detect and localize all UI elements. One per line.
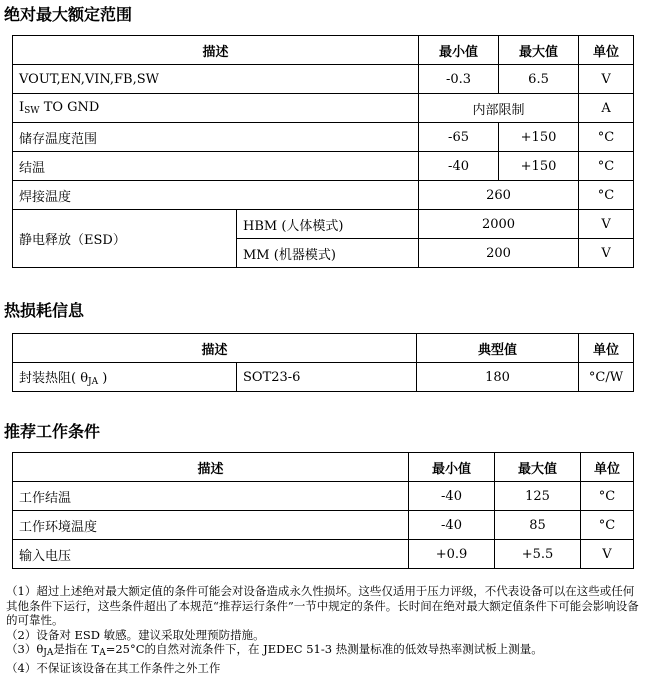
row-sub-label: MM (机器模式) [237, 239, 419, 268]
footnote-1: （1）超过上述绝对最大额定值的条件可能会对设备造成永久性损坏。这些仅适用于压力评级，不代表设备可以在这些或任何其他条件下运行，这些条件超出了本规范“推荐运行条件”一节中规定的条件。长时间在绝对最大额定值条件下可能会影响设备的可靠性。 [6, 584, 639, 627]
table-row [13, 540, 634, 569]
row-package: SOT23-6 [237, 363, 417, 392]
row-desc: 静电释放（ESD） [13, 210, 237, 268]
row-desc: VOUT,EN,VIN,FB,SW [13, 65, 419, 94]
row-unit: °C [579, 123, 634, 152]
row-unit: V [579, 65, 634, 94]
header-min: 最小值 [409, 453, 495, 482]
row-max: 125 [495, 482, 581, 511]
row-max: +150 [499, 123, 579, 152]
footnote-2: （2）设备对 ESD 敏感。建议采取处理预防措施。 [6, 627, 265, 642]
row-max: +5.5 [495, 540, 581, 569]
row-unit: V [579, 210, 634, 239]
footnote-4: （4）不保证该设备在其工作条件之外工作 [6, 660, 221, 675]
row-min: -40 [409, 482, 495, 511]
footnote-3-b: 是指在 T [53, 642, 100, 656]
desc-main: 封装热阻( θ [19, 371, 89, 386]
row-desc: 结温 [13, 152, 419, 181]
row-value: 180 [417, 363, 579, 392]
header-unit: 单位 [579, 36, 634, 65]
desc-subscript: JA [88, 377, 99, 387]
row-unit: V [579, 239, 634, 268]
row-desc: 输入电压 [13, 540, 409, 569]
row-value: 260 [419, 181, 579, 210]
table-row [13, 210, 634, 239]
row-max: 85 [495, 511, 581, 540]
footnote-3-sub-a: A [99, 648, 106, 658]
header-desc: 描述 [13, 453, 409, 482]
row-value: 200 [419, 239, 579, 268]
table-row [13, 363, 634, 392]
row-min: -65 [419, 123, 499, 152]
desc-rest: ) [98, 371, 108, 386]
table-row [13, 482, 634, 511]
header-unit: 单位 [579, 334, 634, 363]
footnote-3 [6, 642, 642, 661]
row-min: -40 [409, 511, 495, 540]
footnote-3-c: =25°C的自然对流条件下，在 JEDEC 51-3 热测量标准的低效导热率测试板上测量。 [105, 642, 543, 656]
footnote-3-sub-ja: JA [43, 648, 54, 658]
row-min: -0.3 [419, 65, 499, 94]
row-desc: 工作环境温度 [13, 511, 409, 540]
abs-max-table [12, 35, 634, 268]
footnotes [6, 584, 642, 675]
row-min: +0.9 [409, 540, 495, 569]
header-max: 最大值 [499, 36, 579, 65]
desc-subscript: SW [24, 106, 40, 116]
row-value: 2000 [419, 210, 579, 239]
recommended-title: 推荐工作条件 [4, 422, 101, 441]
row-unit: °C [581, 482, 634, 511]
abs-max-title: 绝对最大额定范围 [4, 5, 133, 24]
table-row [13, 152, 634, 181]
table-header-row [13, 36, 634, 65]
row-unit: V [581, 540, 634, 569]
recommended-table [12, 452, 634, 569]
row-unit: °C/W [579, 363, 634, 392]
desc-main: I [19, 100, 25, 115]
table-row [13, 65, 634, 94]
desc-rest: TO GND [39, 100, 100, 115]
row-desc: 焊接温度 [13, 181, 419, 210]
row-max: 6.5 [499, 65, 579, 94]
table-row [13, 123, 634, 152]
header-max: 最大值 [495, 453, 581, 482]
thermal-title: 热损耗信息 [4, 301, 85, 320]
header-desc: 描述 [13, 334, 417, 363]
footnote-3-a: （3）θ [6, 642, 44, 656]
table-header-row [13, 334, 634, 363]
header-min: 最小值 [419, 36, 499, 65]
table-row [13, 181, 634, 210]
row-unit: °C [579, 152, 634, 181]
header-typ: 典型值 [417, 334, 579, 363]
row-desc [13, 363, 237, 392]
row-desc: 储存温度范围 [13, 123, 419, 152]
row-max: +150 [499, 152, 579, 181]
row-unit: °C [579, 181, 634, 210]
table-row [13, 94, 634, 123]
header-unit: 单位 [581, 453, 634, 482]
row-value: 内部限制 [419, 94, 579, 123]
row-unit: A [579, 94, 634, 123]
header-desc: 描述 [13, 36, 419, 65]
row-desc [13, 94, 419, 123]
table-row [13, 511, 634, 540]
row-desc: 工作结温 [13, 482, 409, 511]
row-min: -40 [419, 152, 499, 181]
thermal-table [12, 333, 634, 392]
row-sub-label: HBM (人体模式) [237, 210, 419, 239]
row-unit: °C [581, 511, 634, 540]
table-header-row [13, 453, 634, 482]
